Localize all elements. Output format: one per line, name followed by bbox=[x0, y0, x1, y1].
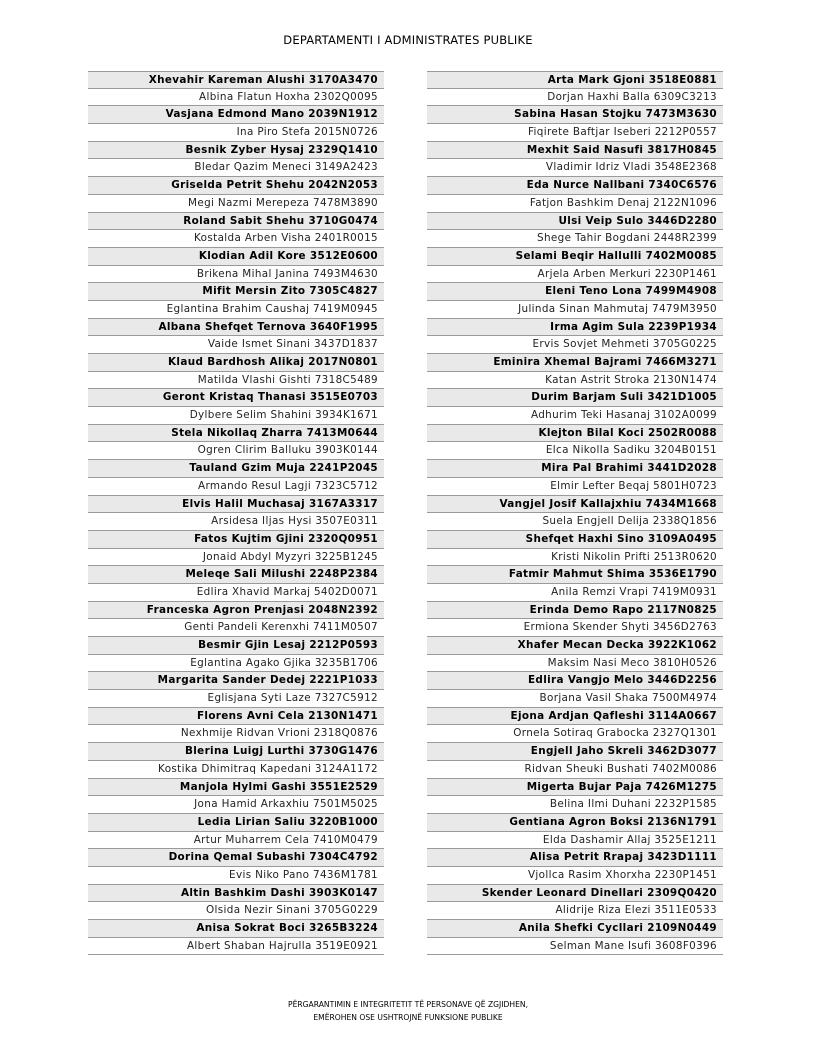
list-item: Brikena Mihal Janina 7493M4630 bbox=[88, 266, 384, 284]
list-item: Arta Mark Gjoni 3518E0881 bbox=[427, 71, 723, 89]
list-item: Eleni Teno Lona 7499M4908 bbox=[427, 283, 723, 301]
list-item: Albana Shefqet Ternova 3640F1995 bbox=[88, 319, 384, 337]
list-item: Elvis Halil Muchasaj 3167A3317 bbox=[88, 496, 384, 514]
list-item: Shefqet Haxhi Sino 3109A0495 bbox=[427, 531, 723, 549]
list-item: Geront Kristaq Thanasi 3515E0703 bbox=[88, 389, 384, 407]
list-item: Blerina Luigj Lurthi 3730G1476 bbox=[88, 743, 384, 761]
list-item: Durim Barjam Suli 3421D1005 bbox=[427, 389, 723, 407]
list-item: Dorina Qemal Subashi 7304C4792 bbox=[88, 849, 384, 867]
list-item: Genti Pandeli Kerenxhi 7411M0507 bbox=[88, 619, 384, 637]
list-item: Fiqirete Baftjar Iseberi 2212P0557 bbox=[427, 124, 723, 142]
list-item: Shege Tahir Bogdani 2448R2399 bbox=[427, 230, 723, 248]
list-item: Ulsi Veip Sulo 3446D2280 bbox=[427, 213, 723, 231]
list-item: Vasjana Edmond Mano 2039N1912 bbox=[88, 106, 384, 124]
list-item: Evis Niko Pano 7436M1781 bbox=[88, 867, 384, 885]
list-item: Vladimir Idriz Vladi 3548E2368 bbox=[427, 159, 723, 177]
list-item: Alisa Petrit Rrapaj 3423D1111 bbox=[427, 849, 723, 867]
list-item: Belina Ilmi Duhani 2232P1585 bbox=[427, 796, 723, 814]
list-item: Matilda Vlashi Gishti 7318C5489 bbox=[88, 372, 384, 390]
list-item: Elda Dashamir Allaj 3525E1211 bbox=[427, 832, 723, 850]
list-item: Eglisjana Syti Laze 7327C5912 bbox=[88, 690, 384, 708]
right-name-list bbox=[427, 71, 723, 955]
list-item: Ridvan Sheuki Bushati 7402M0086 bbox=[427, 761, 723, 779]
list-item: Elmir Lefter Beqaj 5801H0723 bbox=[427, 478, 723, 496]
list-item: Ejona Ardjan Qafleshi 3114A0667 bbox=[427, 708, 723, 726]
list-item: Xhafer Mecan Decka 3922K1062 bbox=[427, 637, 723, 655]
list-item: Mifit Mersin Zito 7305C4827 bbox=[88, 283, 384, 301]
list-item: Erinda Demo Rapo 2117N0825 bbox=[427, 602, 723, 620]
list-item: Manjola Hylmi Gashi 3551E2529 bbox=[88, 779, 384, 797]
list-item: Anisa Sokrat Boci 3265B3224 bbox=[88, 920, 384, 938]
list-item: Albert Shaban Hajrulla 3519E0921 bbox=[88, 938, 384, 956]
list-item: Eglantina Brahim Caushaj 7419M0945 bbox=[88, 301, 384, 319]
list-item: Franceska Agron Prenjasi 2048N2392 bbox=[88, 602, 384, 620]
footer-line-1: PËRGARANTIMIN E INTEGRITETIT TË PERSONAVE QË ZGJIDHEN, bbox=[288, 1000, 528, 1009]
list-item: Gentiana Agron Boksi 2136N1791 bbox=[427, 814, 723, 832]
list-item: Sabina Hasan Stojku 7473M3630 bbox=[427, 106, 723, 124]
list-item: Mira Pal Brahimi 3441D2028 bbox=[427, 460, 723, 478]
list-item: Jona Hamid Arkaxhiu 7501M5025 bbox=[88, 796, 384, 814]
list-item: Eglantina Agako Gjika 3235B1706 bbox=[88, 655, 384, 673]
list-item: Adhurim Teki Hasanaj 3102A0099 bbox=[427, 407, 723, 425]
list-item: Artur Muharrem Cela 7410M0479 bbox=[88, 832, 384, 850]
list-item: Edlira Xhavid Markaj 5402D0071 bbox=[88, 584, 384, 602]
list-item: Nexhmije Ridvan Vrioni 2318Q0876 bbox=[88, 725, 384, 743]
list-item: Alidrije Riza Elezi 3511E0533 bbox=[427, 902, 723, 920]
list-item: Katan Astrit Stroka 2130N1474 bbox=[427, 372, 723, 390]
list-item: Ornela Sotiraq Grabocka 2327Q1301 bbox=[427, 725, 723, 743]
list-item: Besnik Zyber Hysaj 2329Q1410 bbox=[88, 142, 384, 160]
list-item: Kostalda Arben Visha 2401R0015 bbox=[88, 230, 384, 248]
list-item: Eda Nurce Nallbani 7340C6576 bbox=[427, 177, 723, 195]
page-title: DEPARTAMENTI I ADMINISTRATES PUBLIKE bbox=[283, 33, 533, 47]
left-name-list bbox=[88, 71, 384, 955]
list-item: Eminira Xhemal Bajrami 7466M3271 bbox=[427, 354, 723, 372]
list-item: Selami Beqir Hallulli 7402M0085 bbox=[427, 248, 723, 266]
list-item: Roland Sabit Shehu 3710G0474 bbox=[88, 213, 384, 231]
list-item: Stela Nikollaq Zharra 7413M0644 bbox=[88, 425, 384, 443]
list-item: Selman Mane Isufi 3608F0396 bbox=[427, 938, 723, 956]
page-footer bbox=[0, 998, 816, 1024]
list-item: Edlira Vangjo Melo 3446D2256 bbox=[427, 672, 723, 690]
list-item: Ledia Lirian Saliu 3220B1000 bbox=[88, 814, 384, 832]
list-item: Vaide Ismet Sinani 3437D1837 bbox=[88, 336, 384, 354]
list-item: Armando Resul Lagji 7323C5712 bbox=[88, 478, 384, 496]
list-item: Elca Nikolla Sadiku 3204B0151 bbox=[427, 442, 723, 460]
list-item: Albina Flatun Hoxha 2302Q0095 bbox=[88, 89, 384, 107]
list-item: Kostika Dhimitraq Kapedani 3124A1172 bbox=[88, 761, 384, 779]
list-item: Irma Agim Sula 2239P1934 bbox=[427, 319, 723, 337]
list-item: Mexhit Said Nasufi 3817H0845 bbox=[427, 142, 723, 160]
list-item: Fatos Kujtim Gjini 2320Q0951 bbox=[88, 531, 384, 549]
list-item: Xhevahir Kareman Alushi 3170A3470 bbox=[88, 71, 384, 89]
list-item: Tauland Gzim Muja 2241P2045 bbox=[88, 460, 384, 478]
list-item: Altin Bashkim Dashi 3903K0147 bbox=[88, 885, 384, 903]
list-item: Dylbere Selim Shahini 3934K1671 bbox=[88, 407, 384, 425]
list-item: Klaud Bardhosh Alikaj 2017N0801 bbox=[88, 354, 384, 372]
list-item: Julinda Sinan Mahmutaj 7479M3950 bbox=[427, 301, 723, 319]
list-item: Vjollca Rasim Xhorxha 2230P1451 bbox=[427, 867, 723, 885]
list-item: Margarita Sander Dedej 2221P1033 bbox=[88, 672, 384, 690]
list-item: Engjell Jaho Skreli 3462D3077 bbox=[427, 743, 723, 761]
list-item: Vangjel Josif Kallajxhiu 7434M1668 bbox=[427, 496, 723, 514]
list-item: Borjana Vasil Shaka 7500M4974 bbox=[427, 690, 723, 708]
list-item: Klodian Adil Kore 3512E0600 bbox=[88, 248, 384, 266]
list-item: Suela Engjell Delija 2338Q1856 bbox=[427, 513, 723, 531]
list-item: Olsida Nezir Sinani 3705G0229 bbox=[88, 902, 384, 920]
list-item: Arsidesa Iljas Hysi 3507E0311 bbox=[88, 513, 384, 531]
list-item: Bledar Qazim Meneci 3149A2423 bbox=[88, 159, 384, 177]
list-item: Maksim Nasi Meco 3810H0526 bbox=[427, 655, 723, 673]
list-item: Megi Nazmi Merepeza 7478M3890 bbox=[88, 195, 384, 213]
list-item: Dorjan Haxhi Balla 6309C3213 bbox=[427, 89, 723, 107]
list-item: Griselda Petrit Shehu 2042N2053 bbox=[88, 177, 384, 195]
list-item: Florens Avni Cela 2130N1471 bbox=[88, 708, 384, 726]
list-item: Kristi Nikolin Prifti 2513R0620 bbox=[427, 549, 723, 567]
list-item: Besmir Gjin Lesaj 2212P0593 bbox=[88, 637, 384, 655]
list-item: Ervis Sovjet Mehmeti 3705G0225 bbox=[427, 336, 723, 354]
list-item: Arjela Arben Merkuri 2230P1461 bbox=[427, 266, 723, 284]
list-item: Fatmir Mahmut Shima 3536E1790 bbox=[427, 566, 723, 584]
list-item: Klejton Bilal Koci 2502R0088 bbox=[427, 425, 723, 443]
list-item: Migerta Bujar Paja 7426M1275 bbox=[427, 779, 723, 797]
list-item: Anila Shefki Cycllari 2109N0449 bbox=[427, 920, 723, 938]
list-item: Meleqe Sali Milushi 2248P2384 bbox=[88, 566, 384, 584]
list-item: Ina Piro Stefa 2015N0726 bbox=[88, 124, 384, 142]
list-item: Fatjon Bashkim Denaj 2122N1096 bbox=[427, 195, 723, 213]
list-item: Ogren Clirim Balluku 3903K0144 bbox=[88, 442, 384, 460]
list-item: Skender Leonard Dinellari 2309Q0420 bbox=[427, 885, 723, 903]
list-item: Anila Remzi Vrapi 7419M0931 bbox=[427, 584, 723, 602]
list-item: Jonaid Abdyl Myzyri 3225B1245 bbox=[88, 549, 384, 567]
footer-line-2: EMËROHEN OSE USHTROJNË FUNKSIONE PUBLIKE bbox=[313, 1013, 503, 1022]
list-item: Ermiona Skender Shyti 3456D2763 bbox=[427, 619, 723, 637]
